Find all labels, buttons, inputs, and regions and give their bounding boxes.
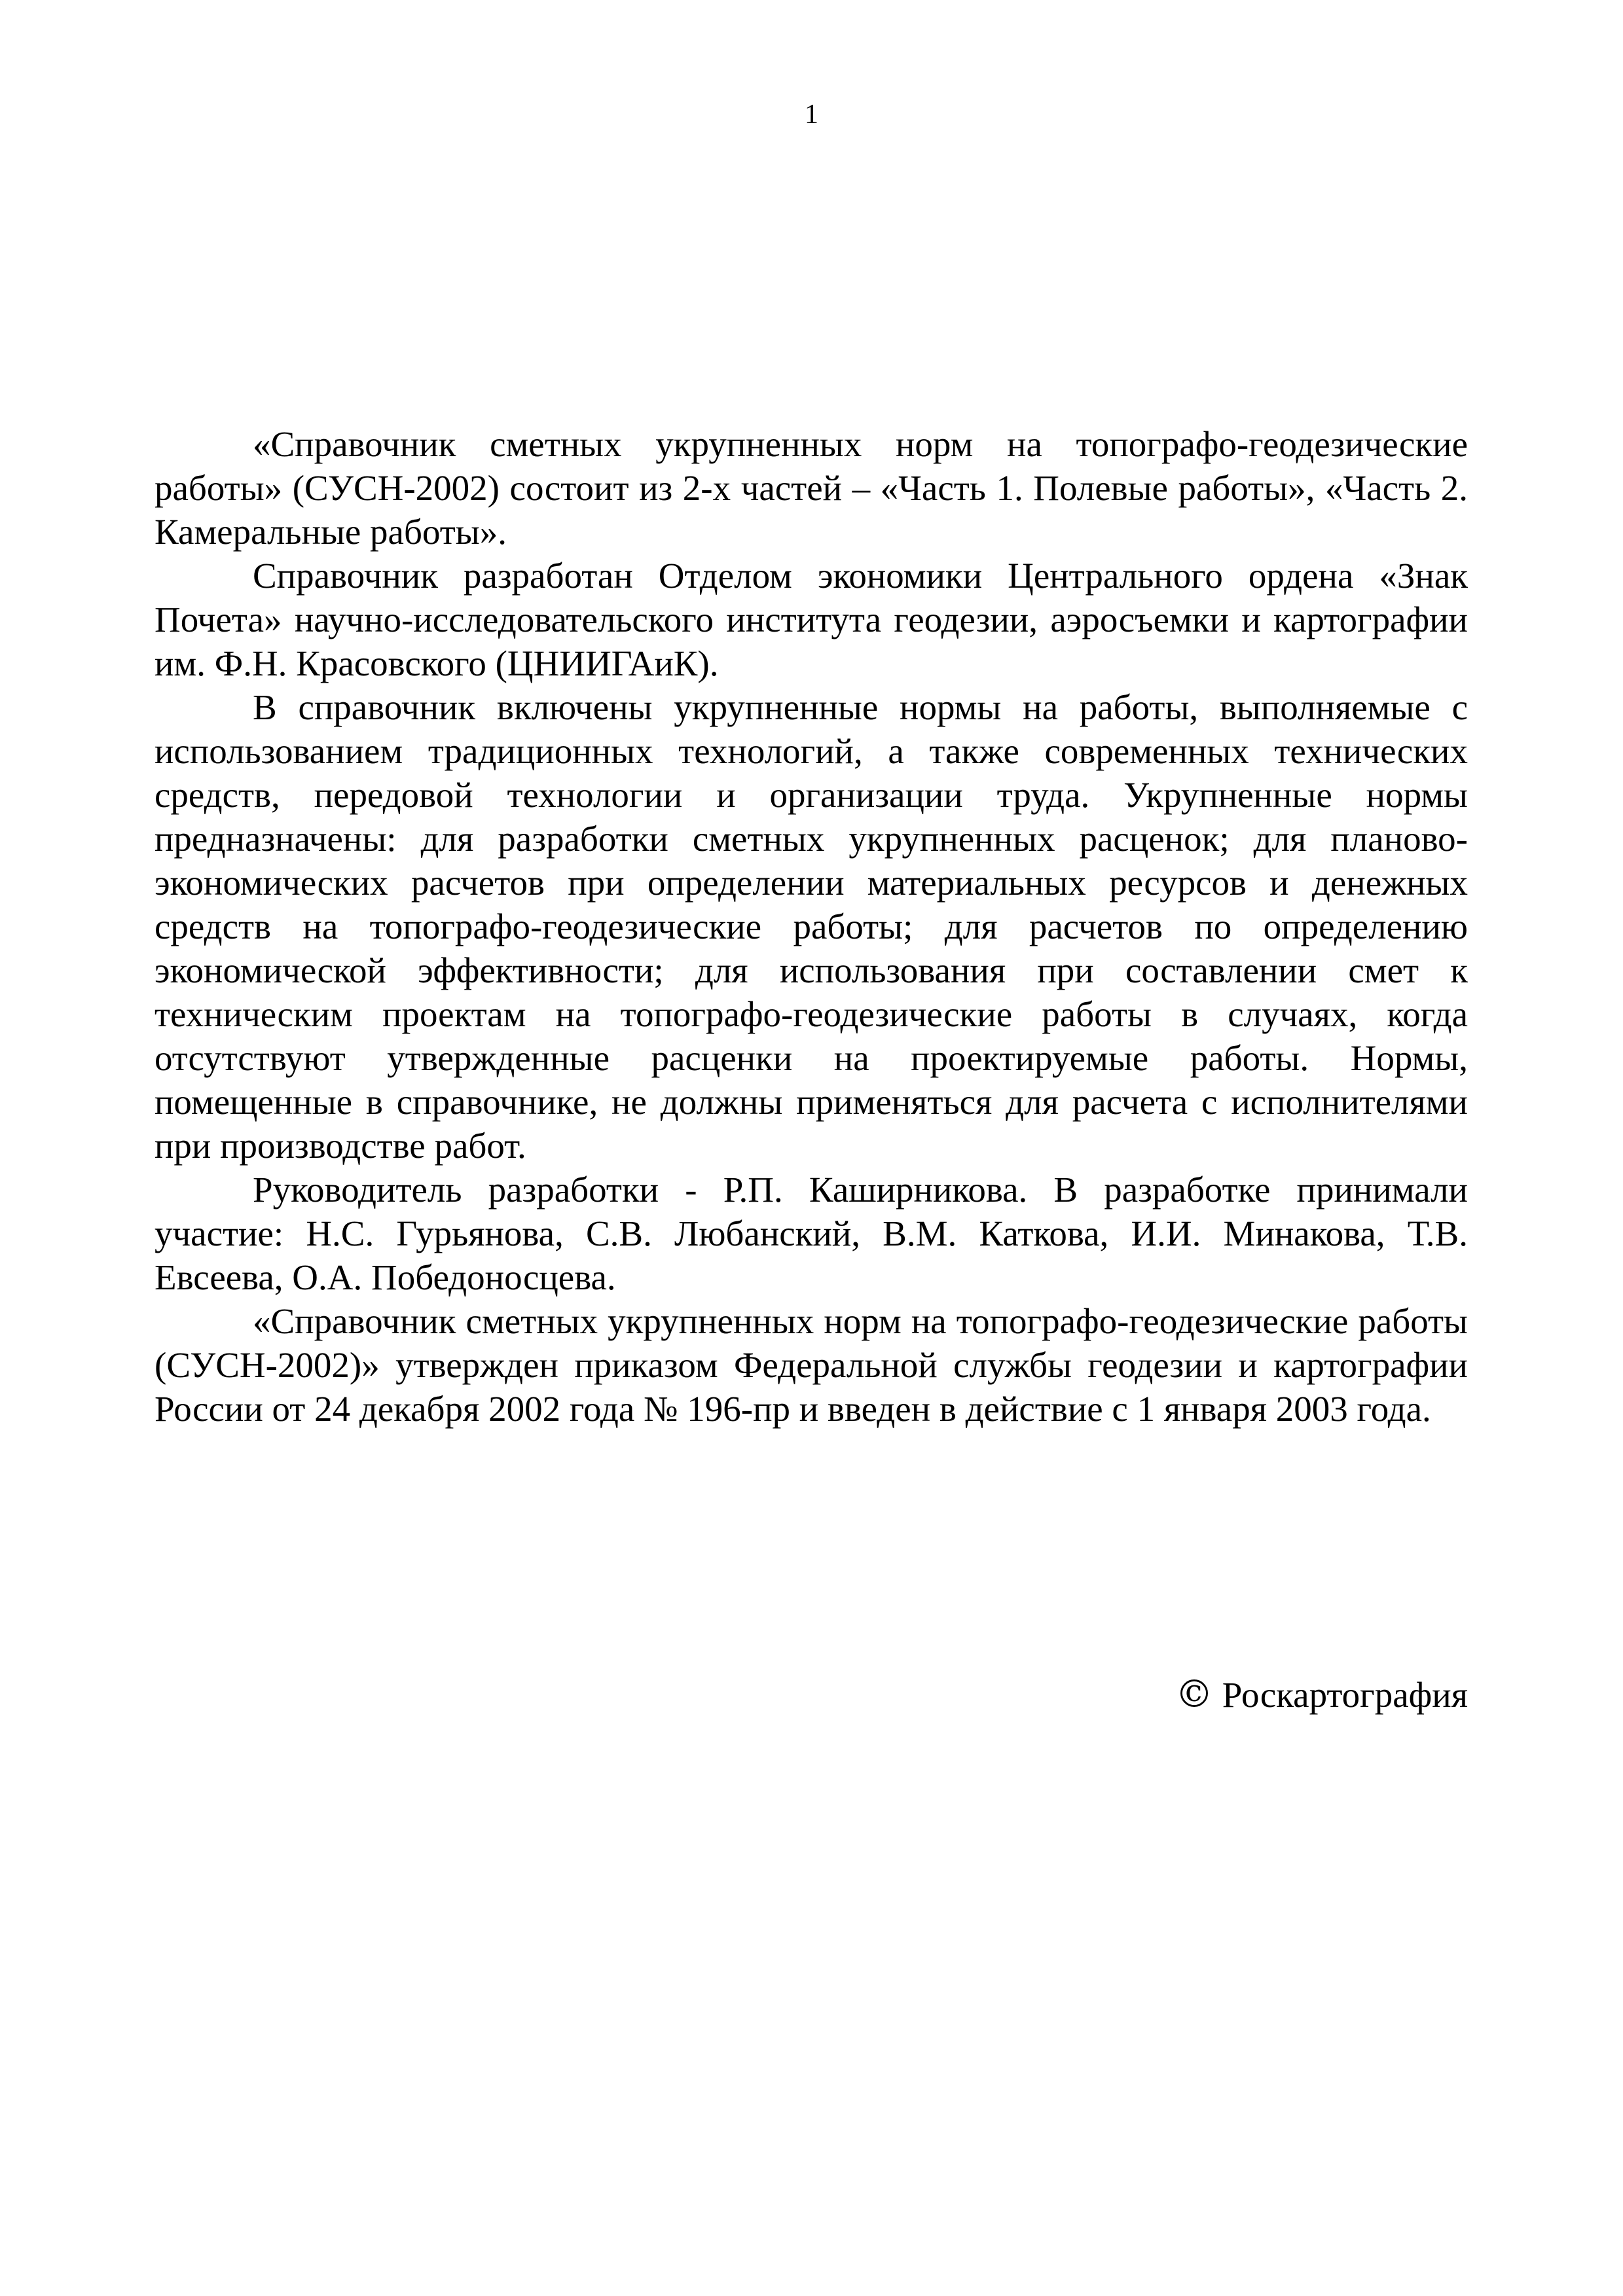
document-body xyxy=(155,422,1468,1431)
paragraph-authors: Руководитель разработки - Р.П. Каширникова. В разработке принимали участие: Н.С. Гурьянова, С.В. Любанский, В.М. Каткова, И.И. Минакова, Т.В. Евсеева, О.А. Победоносцева. xyxy=(155,1170,1468,1297)
page-number: 1 xyxy=(805,99,818,130)
paragraph-developer: Справочник разработан Отделом экономики Центрального ордена «Знак Почета» научно-исследовательского института геодезии, аэросъемки и картографии им. Ф.Н. Красовского (ЦНИИГАиК). xyxy=(155,556,1468,683)
paragraph-scope: В справочник включены укрупненные нормы на работы, выполняемые с использованием традиционных технологий, а также современных технических средств, передовой технологии и организации труда. Укрупненные нормы предназначены: для разработки сметных укрупненных расценок; для планово-экономических расчетов при определении материальных ресурсов и денежных средств на топографо-геодезические работы; для расчетов по определению экономической эффективности; для использования при составлении смет к техническим проектам на топографо-геодезические работы в случаях, когда отсутствуют утвержденные расценки на проектируемые работы. Нормы, помещенные в справочнике, не должны применяться для расчета с исполнителями при производстве работ. xyxy=(155,687,1468,1166)
paragraph-composition: «Справочник сметных укрупненных норм на топографо-геодезические работы» (СУСН-2002) состоит из 2-х частей – «Часть 1. Полевые работы», «Часть 2. Камеральные работы». xyxy=(155,424,1468,552)
copyright-icon: © xyxy=(1175,1672,1214,1716)
paragraph-approval: «Справочник сметных укрупненных норм на топографо-геодезические работы (СУСН-2002)» утвержден приказом Федеральной службы геодезии и картографии России от 24 декабря 2002 года № 196-пр и введен в действие с 1 января 2003 года. xyxy=(155,1301,1468,1429)
copyright-notice xyxy=(1175,1672,1468,1717)
copyright-holder: Роскартография xyxy=(1222,1675,1468,1715)
